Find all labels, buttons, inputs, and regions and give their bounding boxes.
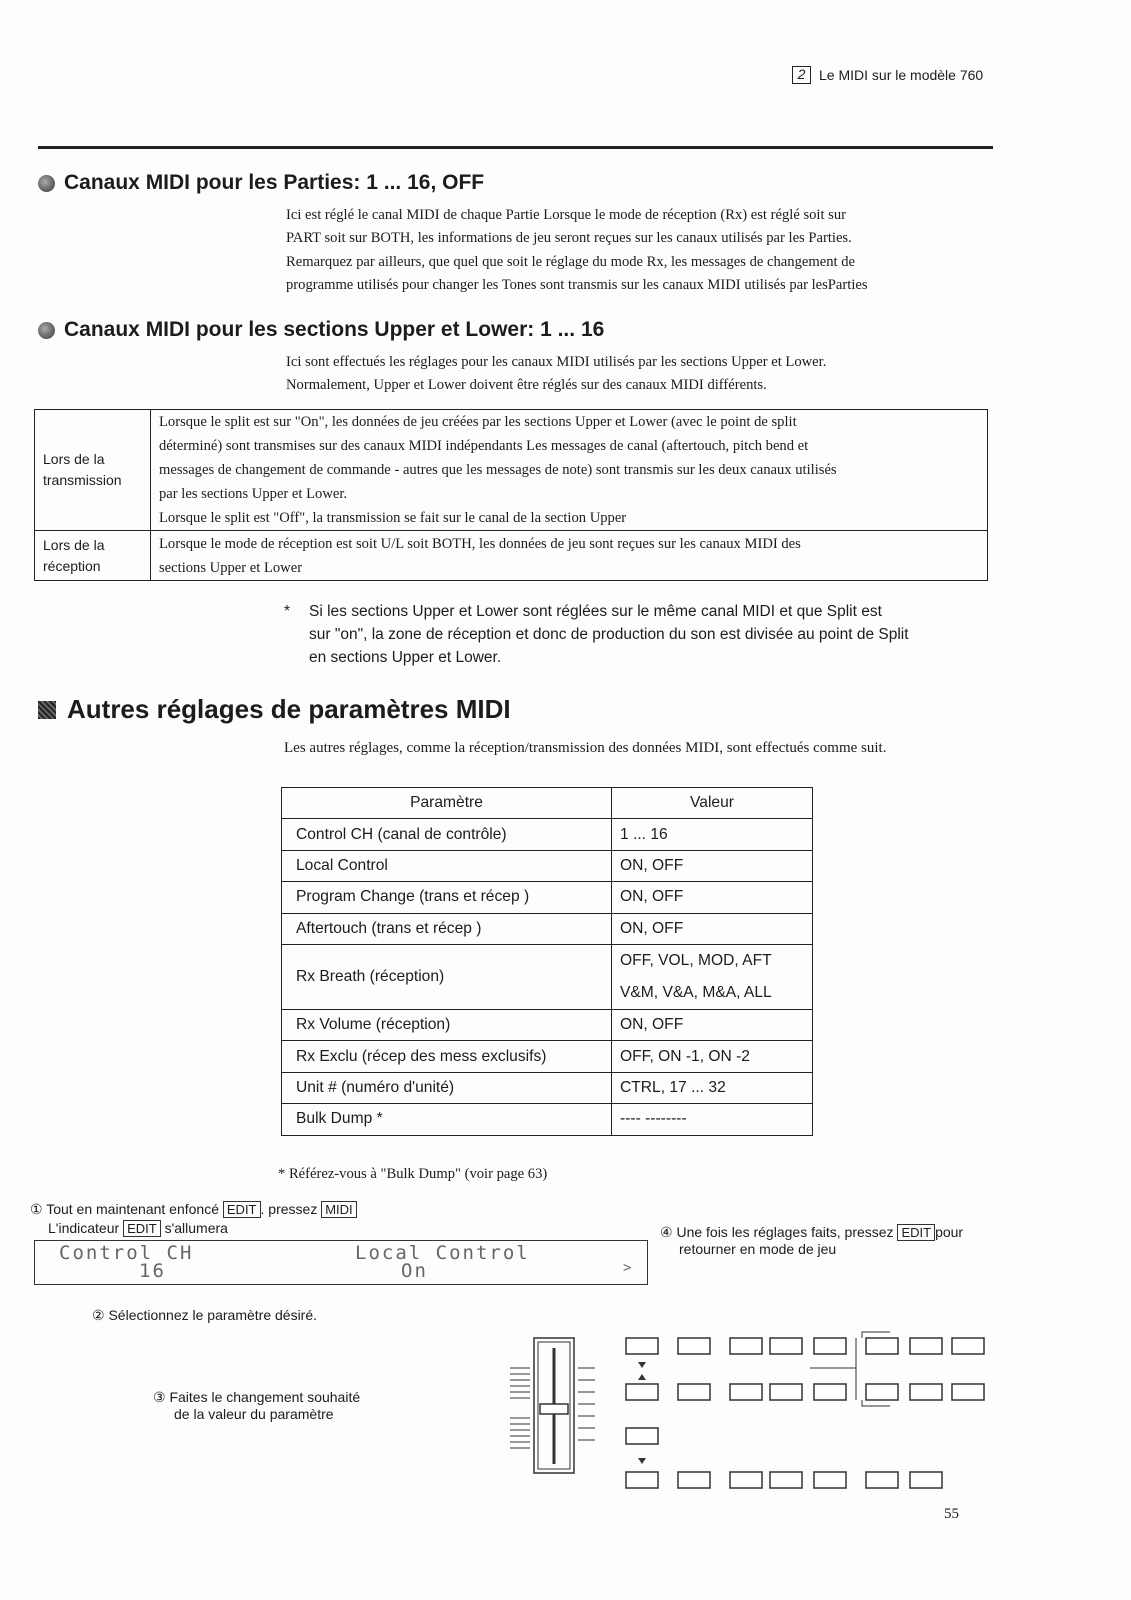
heading-text: Canaux MIDI pour les sections Upper et Lower: 1 ... 16 [64, 318, 605, 341]
param-value: ---- -------- [612, 1104, 813, 1135]
step-text: . pressez [260, 1201, 318, 1217]
text-line: par les sections Upper et Lower. [159, 486, 348, 502]
table-row [35, 410, 988, 531]
midi-key: MIDI [321, 1201, 356, 1218]
step-3 [153, 1389, 360, 1423]
section3-intro: Les autres réglages, comme la réception/transmission des données MIDI, sont effectués comme suit. [284, 740, 887, 756]
row-label: Lors de la réception [35, 531, 151, 581]
param-name: Bulk Dump * [282, 1104, 612, 1135]
bullet-dot-icon [38, 175, 55, 192]
section-heading-other [38, 694, 511, 725]
text-line: Normalement, Upper et Lower doivent être réglés sur des canaux MIDI différents. [286, 377, 767, 394]
text-line: sur "on", la zone de réception et donc de production du son est divisée au point de Split [309, 626, 909, 643]
edit-key: EDIT [223, 1201, 261, 1218]
edit-key: EDIT [123, 1220, 161, 1237]
text-line: sections Upper et Lower [159, 559, 303, 576]
param-value: 1 ... 16 [612, 819, 813, 850]
param-name: Aftertouch (trans et récep ) [282, 913, 612, 944]
header-rule [38, 146, 993, 149]
edit-key: EDIT [897, 1224, 935, 1241]
note [284, 600, 994, 669]
param-name: Local Control [282, 850, 612, 881]
column-header: Paramètre [282, 788, 612, 819]
row-text [151, 531, 988, 581]
param-name: Rx Volume (réception) [282, 1009, 612, 1040]
page-number: 55 [944, 1506, 959, 1522]
running-header [792, 66, 983, 84]
param-name: Control CH (canal de contrôle) [282, 819, 612, 850]
param-value: ON, OFF [612, 1009, 813, 1040]
param-value: CTRL, 17 ... 32 [612, 1072, 813, 1103]
step-text: pour [935, 1224, 964, 1240]
heading-text: Canaux MIDI pour les Parties: 1 ... 16, OFF [64, 171, 485, 194]
step-2 [92, 1307, 317, 1324]
arrow-icon [638, 1362, 646, 1464]
panel-buttons [626, 1338, 984, 1488]
note-mark: * [284, 603, 291, 620]
table-header-row [282, 788, 813, 819]
bullet-dot-icon [38, 322, 55, 339]
step-text: Sélectionnez le paramètre désiré. [108, 1307, 318, 1323]
lcd-text: Local Control [355, 1242, 530, 1264]
step-text: Faites le changement souhaité [169, 1389, 361, 1405]
text-line: Lorsque le mode de réception est soit U/L soit BOTH, les données de jeu sont reçues sur les canaux MIDI des [159, 535, 801, 552]
note-text [309, 600, 909, 669]
step-text: retourner en mode de jeu [679, 1241, 837, 1257]
text-line: en sections Upper et Lower. [309, 649, 502, 666]
param-value: ON, OFF [612, 850, 813, 881]
table-row [282, 1104, 813, 1135]
step-text: Tout en maintenant enfoncé [46, 1201, 219, 1217]
param-value [612, 944, 813, 1009]
split-table [34, 409, 988, 581]
text-line: Lorsque le split est sur "On", les données de jeu créées par les sections Upper et Lower (avec le point de split [159, 414, 797, 430]
table-row [282, 913, 813, 944]
bullet-square-icon [38, 701, 56, 719]
step-text: de la valeur du paramètre [174, 1406, 334, 1422]
param-name: Rx Exclu (récep des mess exclusifs) [282, 1041, 612, 1072]
text-line: programme utilisés pour changer les Tones sont transmis sur les canaux MIDI utilisés par lesParties [286, 277, 868, 294]
text-line: Lorsque le split est "Off", la transmission se fait sur le canal de la section Upper [159, 510, 627, 526]
step-number: ④ [660, 1224, 673, 1240]
table-row [282, 1009, 813, 1040]
text-line: Si les sections Upper et Lower sont réglées sur le même canal MIDI et que Split est [309, 603, 882, 620]
step-number: ① [30, 1201, 43, 1217]
lcd-arrow: > [623, 1260, 634, 1276]
lcd-text: On [401, 1260, 428, 1282]
column-header: Valeur [612, 788, 813, 819]
step-text: s'allumera [164, 1220, 228, 1236]
table-row [35, 531, 988, 581]
text-line: déterminé) sont transmises sur des canaux MIDI indépendants Les messages de canal (aftertouch, pitch bend et [159, 438, 809, 454]
slider-icon [510, 1338, 595, 1473]
param-value: ON, OFF [612, 913, 813, 944]
section-heading-parts [38, 171, 484, 195]
step-1-indicator [48, 1220, 228, 1237]
row-text [151, 410, 988, 531]
chapter-number: 2 [792, 66, 811, 84]
text-line: Ici sont effectués les réglages pour les canaux MIDI utilisés par les sections Upper et Lower. [286, 354, 827, 370]
param-name: Rx Breath (réception) [282, 944, 612, 1009]
heading-text: Autres réglages de paramètres MIDI [67, 694, 511, 724]
section-heading-upper-lower [38, 318, 604, 342]
table-row [282, 944, 813, 1009]
footnote: * Référez-vous à "Bulk Dump" (voir page 63) [278, 1166, 548, 1182]
step-number: ② [92, 1307, 105, 1323]
control-panel-illustration [500, 1328, 1000, 1498]
table-row [282, 882, 813, 913]
param-value: OFF, ON -1, ON -2 [612, 1041, 813, 1072]
running-title: Le MIDI sur le modèle 760 [819, 67, 984, 83]
lcd-display [34, 1240, 648, 1285]
lcd-text: Control CH [59, 1242, 194, 1264]
text-line: PART soit sur BOTH, les informations de jeu seront reçues sur les canaux utilisés par les Parties. [286, 230, 852, 247]
text-line: Ici est réglé le canal MIDI de chaque Partie Lorsque le mode de réception (Rx) est réglé soit sur [286, 207, 847, 223]
text-line: Remarquez par ailleurs, que quel que soit le réglage du mode Rx, les messages de changement de [286, 253, 855, 270]
table-row [282, 850, 813, 881]
table-row [282, 819, 813, 850]
text-line: messages de changement de commande - autres que les messages de note) sont transmis sur les deux canaux utilisés [159, 462, 837, 478]
value-line: OFF, VOL, MOD, AFT [620, 951, 772, 969]
table-row [282, 1072, 813, 1103]
step-text: L'indicateur [48, 1220, 120, 1236]
param-value: ON, OFF [612, 882, 813, 913]
param-name: Unit # (numéro d'unité) [282, 1072, 612, 1103]
table-row [282, 1041, 813, 1072]
value-line: V&M, V&A, M&A, ALL [620, 983, 772, 1001]
step-text: Une fois les réglages faits, pressez [676, 1224, 894, 1240]
params-table [281, 787, 813, 1136]
step-number: ③ [153, 1389, 166, 1405]
row-label: Lors de la transmission [35, 410, 151, 531]
step-1 [30, 1201, 357, 1218]
lcd-text: 16 [139, 1260, 166, 1282]
step-4 [660, 1224, 963, 1258]
section1-paragraph [286, 204, 990, 298]
section2-paragraph [286, 351, 990, 398]
param-name: Program Change (trans et récep ) [282, 882, 612, 913]
